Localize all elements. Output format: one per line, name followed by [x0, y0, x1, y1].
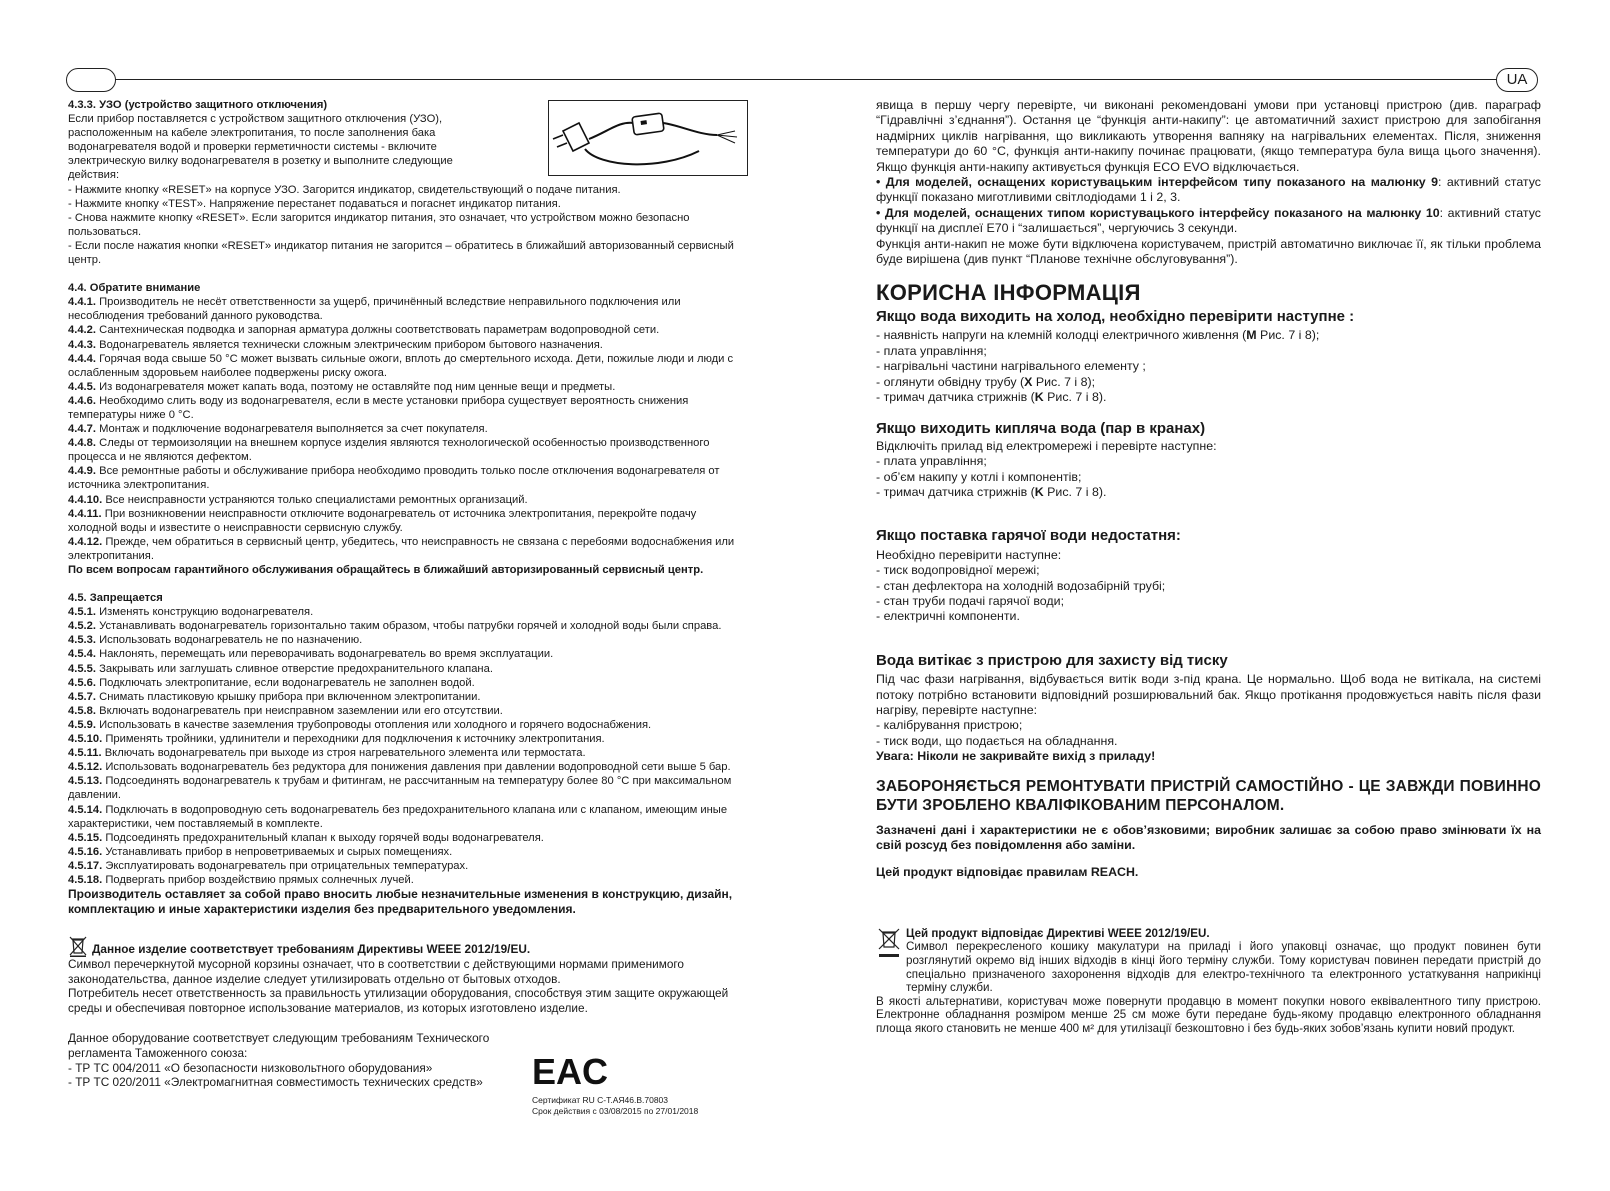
model9-rest: : активний статус функції показано миготливими світлодіодами 1 і 2, 3.: [876, 175, 1541, 205]
item-number: 4.5.10.: [68, 733, 103, 746]
item-text: Водонагреватель является технически сложным электрическим прибором бытового назначения.: [96, 338, 603, 351]
cold-check-item: [876, 359, 1541, 374]
customs-line-1: - ТР ТС 004/2011 «О безопасности низковольтного оборудования»: [68, 1060, 433, 1075]
customs-intro: Данное оборудование соответствует следующим требованиям Технического регламента Таможенного союза:: [68, 1031, 490, 1061]
item-text: Эксплуатировать водонагреватель при отрицательных температурах.: [102, 859, 469, 872]
list-item-text: - тримач датчика стрижнів (: [876, 484, 1035, 499]
leak-item-1: - калібрування пристрою;: [876, 718, 1023, 733]
eac-logo-text: EAC: [532, 1051, 609, 1092]
useful-info-title: КОРИСНА ІНФОРМАЦІЯ: [876, 280, 1141, 306]
item-number: 4.5.18.: [68, 873, 103, 886]
hot-supply-item: - тиск водопровідної мережі;: [876, 563, 1040, 578]
weee-ua-row: [876, 927, 1541, 995]
item-text: Наклонять, перемещать или переворачивать водонагреватель во время эксплуатации.: [96, 648, 554, 661]
model10-line: [876, 206, 1541, 237]
item-number: 4.5.15.: [68, 831, 103, 844]
rcd-cable-drawing: [549, 101, 747, 175]
boiling-check-item: [876, 485, 1541, 500]
item-text: Изменять конструкцию водонагревателя.: [96, 606, 314, 619]
eac-certificate: [532, 1050, 762, 1117]
list-item-text: - плата управління;: [876, 454, 987, 469]
forbidden-item: [68, 845, 748, 859]
list-item-text: Рис. 7 і 8);: [1032, 374, 1096, 389]
item-number: 4.5.5.: [68, 662, 96, 675]
uzo-step: - Нажмите кнопку «RESET» на корпусе УЗО. Загорится индикатор, свидетельствующий о подаче питания.: [68, 183, 621, 196]
item-text: Включать водонагреватель при неисправном заземлении или его отсутствии.: [96, 704, 503, 717]
item-number: 4.5.4.: [68, 648, 96, 661]
item-text: Применять тройники, удлинители и переходники для подключения к источнику электропитания.: [102, 733, 605, 746]
item-text: Все неисправности устраняются только специалистами ремонтных организаций.: [102, 493, 528, 506]
item-text: Производитель не несёт ответственности за ущерб, причинённый вследствие неправильного подключения или несоблюдения требований данного руководства.: [68, 296, 681, 323]
item-number: 4.5.2.: [68, 620, 96, 633]
list-item-text: Рис. 7 і 8).: [1043, 484, 1107, 499]
uzo-step: - Снова нажмите кнопку «RESET». Если загорится индикатор питания, это означает, что устройством можно безопасно пользоваться.: [68, 211, 690, 238]
customs-section: [68, 1031, 508, 1089]
item-text: Использовать водонагреватель не по назначению.: [96, 634, 363, 647]
forbidden-item: [68, 676, 748, 690]
item-text: Все ремонтные работы и обслуживание прибора необходимо проводить только после отключения водонагревателя от источника электропитания.: [68, 465, 720, 492]
weee-ua-p2: В якості альтернативи, користувач може повернути продавцю в момент покупки нового еквівалентного типу пристрою. Електронне обладнання розміром менше 25 см може бути передане будь-якому продавцю електронного обладнання площа якого становить не менше 400 м² для утилізації безкоштовно і без будь-яких зобов’язань купити новий продукт.: [876, 994, 1541, 1035]
attention-item: [68, 338, 748, 352]
item-number: 4.4.3.: [68, 338, 96, 351]
figure-ref-letter: M: [1246, 328, 1257, 343]
forbidden-item: [68, 605, 748, 619]
list-item-text: - нагрівальні частини нагрівального елементу ;: [876, 359, 1146, 374]
item-text: Горячая вода свыше 50 °C может вызвать сильные ожоги, вплоть до смертельного исхода. Дети, пожилые люди и люди с ослабленным здоровьем наиболее подвержены риску ожога.: [68, 352, 734, 379]
weee-p2: Потребитель несет ответственность за правильность утилизации оборудования, способствуя этим защите окружающей среды и обеспечивая повторное использование материалов, из которых изготовлено изделие.: [68, 986, 729, 1015]
rcd-plug-illustration: [548, 100, 748, 176]
leak-title: Вода витікає з пристрою для захисту від тиску: [876, 651, 1228, 669]
forbidden-item: [68, 732, 748, 746]
cold-check-item: [876, 344, 1541, 359]
item-number: 4.5.12.: [68, 761, 103, 774]
forbidden-item: [68, 746, 748, 760]
reach-note: Цей продукт відповідає правилам REACH.: [876, 865, 1139, 880]
hot-supply-list: [876, 563, 1541, 625]
cert-validity: Срок действия с 03/08/2015 по 27/01/2018: [532, 1106, 699, 1116]
item-number: 4.4.9.: [68, 465, 96, 478]
cert-number: Сертификат RU C-T.АЯ46.В.70803: [532, 1095, 668, 1105]
customs-line-2: - ТР ТС 020/2011 «Электромагнитная совместимость технических средств»: [68, 1075, 483, 1090]
list-item-text: - тримач датчика стрижнів (: [876, 389, 1035, 404]
list-item-text: - плата управління;: [876, 343, 987, 358]
item-text: Подвергать прибор воздействию прямых солнечных лучей.: [102, 873, 414, 886]
item-number: 4.4.10.: [68, 493, 103, 506]
hot-supply-title: Якщо поставка гарячої води недостатня:: [876, 527, 1181, 545]
uzo-intro: Если прибор поставляется с устройством защитного отключения (УЗО), расположенным на кабеле электропитания, то после заполнения бака водонагревателя водой и проверки герметичности системы - включите электрическую вилку водонагревателя в розетку и выполните следующие действия:: [68, 113, 453, 182]
forbidden-item: [68, 774, 748, 802]
item-text: Включать водонагреватель при выходе из строя нагревательного элемента или термостата.: [101, 747, 586, 760]
item-number: 4.4.12.: [68, 535, 103, 548]
attention-section: [68, 281, 748, 577]
weee-p1: Символ перечеркнутой мусорной корзины означает, что в соответствии с действующими нормами применимого законодательства, данное изделие следует утилизировать отдельно от бытовых отходов.: [68, 957, 684, 986]
not-binding-note: Зазначені дані і характеристики не є обов’язковими; виробник залишає за собою право змінювати їх на свій розсуд без повідомлення або заміни.: [876, 822, 1541, 853]
item-text: Подсоединять водонагреватель к трубам и фитингам, не рассчитанным на температуру более 80 °C при максимальном давлении.: [68, 775, 732, 802]
forbidden-item: [68, 662, 748, 676]
item-text: Из водонагревателя может капать вода, поэтому не оставляйте под ним ценные вещи и предметы.: [96, 380, 616, 393]
header-rule: [92, 79, 1510, 80]
item-number: 4.5.8.: [68, 704, 96, 717]
repair-warning: ЗАБОРОНЯЄТЬСЯ РЕМОНТУВАТИ ПРИСТРІЙ САМОСТІЙНО - ЦЕ ЗАВЖДИ ПОВИННО БУТИ ЗРОБЛЕНО КВАЛІФІКОВАНИМ ПЕРСОНАЛОМ.: [876, 777, 1541, 814]
antiscale-note: Функція анти-накип не може бути відключена користувачем, пристрій автоматично виключає її, як тільки проблема буде вирішена (див пункт “Планове технічне обслуговування”).: [876, 236, 1541, 267]
weee-title-row: [68, 935, 748, 957]
forbidden-item: [68, 633, 748, 647]
list-item-text: Рис. 7 і 8);: [1256, 328, 1320, 343]
uzo-steps: [68, 183, 748, 268]
item-text: Устанавливать водонагреватель горизонтально таким образом, чтобы патрубки горячей и холодной воды были справа.: [96, 620, 722, 633]
weee-ua-title: Цей продукт відповідає Директиві WEEE 2012/19/EU.: [906, 926, 1210, 940]
model10-bold: • Для моделей, оснащених типом користувацького інтерфейсу показаного на малюнку 10: [876, 205, 1440, 220]
item-text: Подключать электропитание, если водонагреватель не заполнен водой.: [96, 676, 475, 689]
cold-check-item: [876, 375, 1541, 390]
forbidden-item: [68, 831, 748, 845]
model9-bold: • Для моделей, оснащених користувацьким інтерфейсом типу показаного на малюнку 9: [876, 175, 1438, 190]
forbidden-item: [68, 803, 748, 831]
page-number-oval: [66, 68, 116, 92]
attention-list: [68, 295, 748, 563]
uzo-step: - Если после нажатия кнопки «RESET» индикатор питания не загорится – обратитесь в ближайший авторизованный сервисный центр.: [68, 239, 734, 267]
list-item-text: - об’єм накипу у котлі і компонентів;: [876, 469, 1082, 484]
item-number: 4.5.11.: [68, 747, 102, 760]
attention-item: [68, 436, 748, 464]
figure-ref-letter: K: [1034, 484, 1044, 499]
forbidden-item: [68, 704, 748, 718]
item-text: Подсоединять предохранительный клапан к выходу горячей воды водонагревателя.: [102, 831, 544, 844]
item-number: 4.5.7.: [68, 690, 96, 703]
item-text: Закрывать или заглушать сливное отверстие предохранительного клапана.: [96, 662, 493, 675]
item-number: 4.4.5.: [68, 380, 96, 393]
item-number: 4.5.9.: [68, 718, 96, 731]
item-number: 4.4.7.: [68, 423, 96, 436]
warranty-note: По всем вопросам гарантийного обслуживания обращайтесь в ближайший авторизированный сервисный центр.: [68, 564, 704, 576]
item-number: 4.5.3.: [68, 634, 96, 647]
item-number: 4.5.16.: [68, 845, 103, 858]
hot-supply-item: - стан дефлектора на холодній водозабірній трубі;: [876, 578, 1166, 593]
boiling-lead: Відключіть прилад від електромережі і перевірте наступне:: [876, 438, 1217, 453]
forbidden-section: [68, 591, 748, 917]
eac-logo: [532, 1050, 609, 1092]
rights-note: Производитель оставляет за собой право вносить любые незначительные изменения в конструкцию, дизайн, комплектацию и иные характеристики изделия без предварительного уведомления.: [68, 887, 733, 917]
attention-item: [68, 352, 748, 380]
weee-section-ua: [876, 927, 1541, 1036]
weee-section-ru: [68, 935, 748, 1015]
attention-item: [68, 323, 748, 337]
forbidden-item: [68, 718, 748, 732]
figure-ref-letter: K: [1034, 389, 1044, 404]
item-text: Монтаж и подключение водонагревателя выполняется за счет покупателя.: [96, 423, 488, 436]
forbidden-item: [68, 873, 748, 887]
cold-check-item: [876, 390, 1541, 405]
forbidden-item: [68, 647, 748, 661]
figure-ref-letter: X: [1024, 374, 1033, 389]
boiling-check-item: [876, 470, 1541, 485]
antiscale-intro: явища в першу чергу перевірте, чи виконані рекомендовані умови при установці пристрою (див. параграф “Гідравлічні з’єднання”). Остання це “функція анти-накипу”: це автоматичний захист пристрою для запобігання надмірних циклів нагрівання, що викликають утворення вапняку на нагрівальних елементах. Після, зниження температури до 60 °C, функція анти-накипу починає працювати, (якщо температура була вища цього значення). Якщо функція анти-накипу активується функція ECO EVO відключається.: [876, 98, 1541, 174]
item-number: 4.4.8.: [68, 437, 96, 450]
attention-item: [68, 493, 748, 507]
item-number: 4.5.17.: [68, 859, 103, 872]
forbidden-list: [68, 605, 748, 887]
item-text: Необходимо слить воду из водонагревателя, если в месте установки прибора существует вероятность снижения температуры ниже 0 °C.: [68, 394, 689, 421]
item-number: 4.4.6.: [68, 394, 96, 407]
attention-item: [68, 507, 748, 535]
uzo-title: 4.3.3. УЗО (устройство защитного отключения): [68, 99, 328, 111]
weee-title: Данное изделие соответствует требованиям Директивы WEEE 2012/19/EU.: [92, 942, 531, 957]
item-number: 4.4.4.: [68, 352, 96, 365]
cold-check-item: [876, 328, 1541, 343]
hot-supply-item: - електричні компоненти.: [876, 609, 1020, 624]
item-text: При возникновении неисправности отключите водонагреватель от источника электропитания, перекройте подачу холодной воды и известите о неисправности сервисную службу.: [68, 507, 697, 534]
leak-item-2: - тиск води, що подається на обладнання.: [876, 733, 1118, 748]
attention-item: [68, 422, 748, 436]
item-text: Снимать пластиковую крышку прибора при включенном электропитании.: [96, 690, 481, 703]
item-text: Устанавливать прибор в непроветриваемых и сырых помещениях.: [102, 845, 453, 858]
boiling-list: [876, 454, 1541, 500]
crossed-bin-icon: [876, 927, 902, 961]
item-number: 4.5.6.: [68, 676, 96, 689]
crossed-bin-icon: [68, 935, 88, 957]
hot-supply-item: - стан труби подачі гарячої води;: [876, 593, 1065, 608]
attention-item: [68, 464, 748, 492]
boiling-title: Якщо виходить кипляча вода (пар в кранах): [876, 420, 1206, 438]
leak-warning: Увага: Ніколи не закривайте вихід з приладу!: [876, 749, 1156, 764]
attention-item: [68, 394, 748, 422]
cold-title: Якщо вода виходить на холод, необхідно перевірити наступне :: [876, 307, 1355, 325]
forbidden-item: [68, 619, 748, 633]
left-column: [68, 98, 748, 1090]
item-text: Следы от термоизоляции на внешнем корпусе изделия являются технологической особенностью производственного процесса и не являются дефектом.: [68, 437, 710, 464]
list-item-text: Рис. 7 і 8).: [1043, 389, 1107, 404]
forbidden-item: [68, 859, 748, 873]
forbidden-title: 4.5. Запрещается: [68, 592, 163, 605]
list-item-text: - оглянути обвідну трубу (: [876, 374, 1025, 389]
forbidden-item: [68, 760, 748, 774]
item-number: 4.4.1.: [68, 296, 96, 309]
weee-ua-p1: Символ перекресленого кошику макулатури на приладі і його упаковці означає, що продукт повинен бути розглянутий окремо від інших відходів в кінці його терміну служби. Тому користувач повинен передати пристрій до спеціально призначеного захоронення відходів для електро-технічного та електронного устаткування наприкінці терміну служби.: [906, 940, 1541, 995]
model9-line: [876, 175, 1541, 206]
leak-text: Під час фази нагрівання, відбувається витік води з-під крана. Це нормально. Щоб вода не витікала, на системі потоку потрібно встановити відповідний розширювальний бак. Якщо протікання продовжується навіть після фази нагріву, перевірте наступне:: [876, 672, 1541, 717]
list-item-text: - наявність напруги на клемній колодці електричного живлення (: [876, 328, 1247, 343]
item-text: Прежде, чем обратиться в сервисный центр, убедитесь, что неисправность не связана с перебоями водоснабжения или электропитания.: [68, 535, 735, 562]
model10-rest: : активний статус функції на дисплеї E70 і “залишається”, чергуючись 3 секунди.: [876, 205, 1541, 236]
attention-item: [68, 535, 748, 563]
item-number: 4.5.13.: [68, 775, 103, 788]
language-badge: UA: [1496, 68, 1538, 92]
item-number: 4.4.11.: [68, 507, 102, 520]
attention-item: [68, 295, 748, 323]
attention-title: 4.4. Обратите внимание: [68, 282, 201, 295]
item-text: Подключать в водопроводную сеть водонагреватель без предохранительного клапана или с клапаном, имеющим иные характеристики, чем поставляемый в комплекте.: [68, 803, 728, 830]
item-number: 4.5.14.: [68, 803, 103, 816]
item-text: Использовать водонагреватель без редуктора для понижения давления при давлении водопроводной сети выше 5 бар.: [102, 761, 731, 774]
hot-supply-lead: Необхідно перевірити наступне:: [876, 547, 1062, 562]
item-number: 4.4.2.: [68, 324, 96, 337]
item-text: Использовать в качестве заземления трубопроводы отопления или холодного и горячего водоснабжения.: [96, 718, 652, 731]
boiling-check-item: [876, 454, 1541, 469]
cold-list: [876, 328, 1541, 405]
uzo-step: - Нажмите кнопку «TEST». Напряжение перестанет подаваться и погаснет индикатор питания.: [68, 197, 561, 210]
attention-item: [68, 380, 748, 394]
right-column: [876, 98, 1541, 1036]
item-text: Сантехническая подводка и запорная арматура должны соответствовать параметрам водопроводной сети.: [96, 324, 660, 337]
forbidden-item: [68, 690, 748, 704]
item-number: 4.5.1.: [68, 606, 96, 619]
